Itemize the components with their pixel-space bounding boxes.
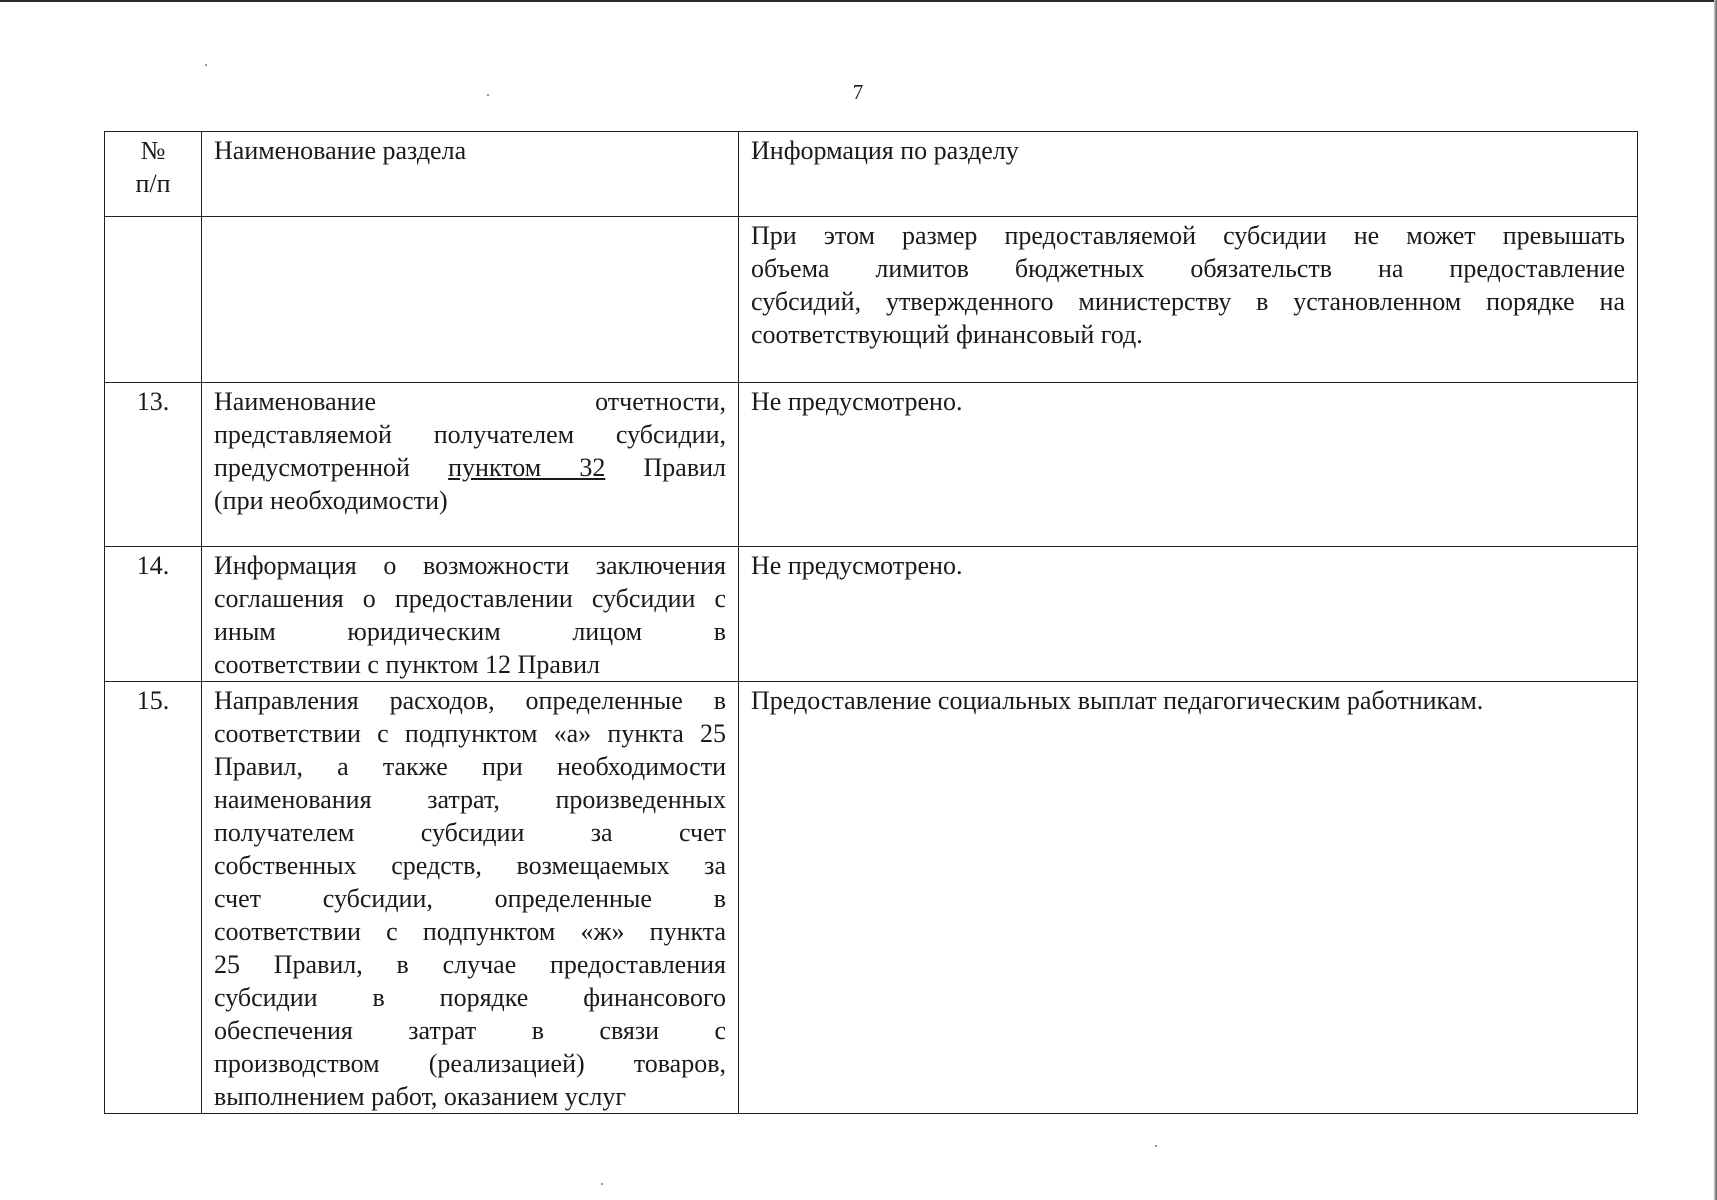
section-name-cell (202, 682, 739, 1114)
header-section-info-cell (739, 132, 1638, 217)
table-header-row (105, 132, 1638, 217)
header-number-line: № (140, 136, 166, 165)
section-name-text-line: Направления расходов, определенные в (214, 686, 726, 715)
section-name-cell (202, 383, 739, 547)
header-section-name: Наименование раздела (214, 136, 467, 165)
section-info-cell (739, 547, 1638, 682)
section-name-text-line: представляемой получателем субсидии, (214, 420, 726, 449)
section-name-text-line: соответствии с подпунктом «ж» пункта (214, 917, 726, 946)
row-number-cell (105, 217, 202, 383)
row-number-cell: 14. (105, 547, 202, 682)
table-row (105, 547, 1638, 682)
section-info-text-line: Не предусмотрено. (751, 551, 963, 580)
table-row (105, 383, 1638, 547)
scan-speck (205, 64, 207, 66)
section-name-text-line: собственных средств, возмещаемых за (214, 851, 726, 880)
section-name-text-line: выполнением работ, оказанием услуг (214, 1082, 626, 1111)
page-number: 7 (852, 80, 864, 104)
section-name-text-line: соглашения о предоставлении субсидии с (214, 584, 726, 613)
section-info-text-line: Предоставление социальных выплат педагогическим работникам. (751, 686, 1484, 715)
header-section-info: Информация по разделу (751, 136, 1019, 165)
section-name-text (214, 684, 726, 1113)
section-name-cell (202, 217, 739, 383)
scan-edge-top (0, 0, 1717, 2)
section-name-text-line: Наименование отчетности, (214, 387, 726, 416)
header-number-cell (105, 132, 202, 217)
section-name-text (214, 385, 726, 517)
section-name-text-line: Правил, а также при необходимости (214, 752, 726, 781)
scan-speck (1155, 1145, 1157, 1147)
section-info-cell (739, 383, 1638, 547)
row-number-cell: 15. (105, 682, 202, 1114)
table-row (105, 217, 1638, 383)
section-name-text-line: наименования затрат, произведенных (214, 785, 726, 814)
section-name-text-line: Информация о возможности заключения (214, 551, 726, 580)
section-info-text-line: субсидий, утвержденного министерству в установленном порядке на (751, 287, 1625, 316)
section-info-text-line: объема лимитов бюджетных обязательств на предоставление (751, 254, 1625, 283)
section-info-text-line: При этом размер предоставляемой субсидии не может превышать (751, 221, 1625, 250)
section-info-cell (739, 682, 1638, 1114)
section-name-cell (202, 547, 739, 682)
section-name-text-line: 25 Правил, в случае предоставления (214, 950, 726, 979)
table-body (105, 132, 1638, 1114)
section-info-text-line: соответствующий финансовый год. (751, 320, 1143, 349)
document-table (104, 131, 1638, 1114)
section-name-text-line: получателем субсидии за счет (214, 818, 726, 847)
section-info-text-line: Не предусмотрено. (751, 387, 963, 416)
header-section-name-cell (202, 132, 739, 217)
section-name-text-line: обеспечения затрат в связи с (214, 1016, 726, 1045)
section-info-text (751, 219, 1625, 351)
section-name-text-line: предусмотренной пунктом 32 Правил (214, 453, 726, 482)
section-name-text-line: соответствии с подпунктом «а» пункта 25 (214, 719, 726, 748)
section-name-text-line: счет субсидии, определенные в (214, 884, 726, 913)
section-info-cell (739, 217, 1638, 383)
section-name-text-line: (при необходимости) (214, 486, 448, 515)
scan-speck (601, 1183, 603, 1185)
header-number-line: п/п (135, 169, 171, 198)
section-info-text (751, 385, 1625, 418)
table-row (105, 682, 1638, 1114)
rule-reference-link[interactable]: пунктом 32 (448, 453, 606, 482)
section-name-text-line: производством (реализацией) товаров, (214, 1049, 726, 1078)
section-name-text-line: соответствии с пунктом 12 Правил (214, 650, 601, 679)
section-name-text-line: субсидии в порядке финансового (214, 983, 726, 1012)
section-name-text (214, 549, 726, 681)
section-info-text (751, 684, 1625, 717)
row-number-cell: 13. (105, 383, 202, 547)
section-info-text (751, 549, 1625, 582)
section-name-text-line: иным юридическим лицом в (214, 617, 726, 646)
scan-speck (487, 94, 489, 96)
